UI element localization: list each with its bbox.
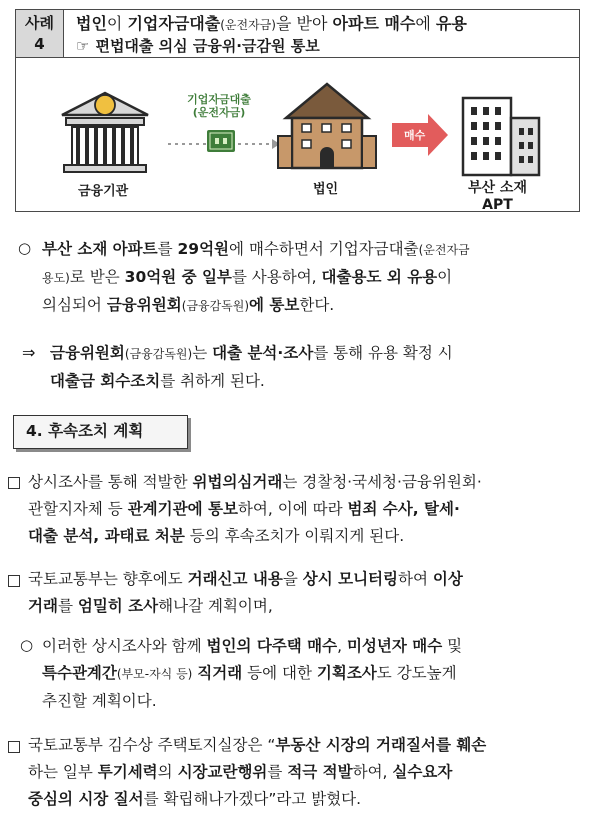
paragraph-loan-misuse: 부산 소재 아파트를 29억원에 매수하면서 기업자금대출(운전자금 용도)로 받은 30억원 중 일부를 사용하여, 대출용도 외 유용이 의심되어 금융위원회(금융감독원)에 통보한다. [42, 240, 470, 314]
apartment-label: 부산 소재 APT [468, 180, 527, 213]
apartment-building-icon [463, 98, 539, 175]
square-bullet-icon [8, 575, 20, 587]
paragraph-official-quote: 국토교통부 김수상 주택토지실장은 “부동산 시장의 거래질서를 훼손 하는 일부 투기세력의 시장교란행위를 적극 적발하여, 실수요자 중심의 시장 질서를 확립해나가겠다”라고 밝혔다. [28, 736, 487, 808]
case-title: 법인이 기업자금대출(운전자금)을 받아 아파트 매수에 유용 [76, 14, 467, 33]
case-label-number: 4 [34, 35, 45, 53]
section-header-followup: 4. 후속조치 계획 [13, 415, 188, 449]
title-divider [64, 57, 579, 58]
paragraph-fsc-action: 금융위원회(금융감독원)는 대출 분석·조사를 통해 유용 확정 시 대출금 회수조치를 취하게 된다. [50, 344, 453, 390]
case-label [16, 10, 64, 58]
paragraph-monitoring-plan: 국토교통부는 향후에도 거래신고 내용을 상시 모니터링하여 이상 거래를 엄밀히 조사해나갈 계획이며, [28, 570, 463, 615]
bank-label: 금융기관 [78, 184, 129, 199]
bank-icon [62, 93, 148, 172]
purchase-label: 매수 [404, 129, 426, 142]
corporation-building-icon [278, 84, 376, 168]
implies-arrow-icon: ⇒ [22, 343, 36, 362]
pointing-hand-icon: ☞ [76, 37, 90, 55]
case-label-word: 사례 [25, 14, 54, 32]
loan-label: 기업자금대출 (운전자금) [187, 93, 251, 119]
square-bullet-icon [8, 741, 20, 753]
circle-bullet-icon: ○ [20, 636, 34, 654]
case-box [15, 9, 580, 212]
flow-diagram [16, 60, 578, 213]
paragraph-planned-investigation: 이러한 상시조사와 함께 법인의 다주택 매수, 미성년자 매수 및 특수관계간(부모-자식 등) 직거래 등에 대한 기획조사도 강도높게 추진할 계획이다. [42, 637, 463, 710]
corporation-label: 법인 [313, 182, 339, 197]
paragraph-agency-referral: 상시조사를 통해 적발한 위법의심거래는 경찰청·국세청·금융위원회· 관할지자체 등 관계기관에 통보하여, 이에 따라 범죄 수사, 탈세· 대출 분석, 과태료 처분 등의 후속조치가 이뤄지게 된다. [28, 473, 482, 545]
square-bullet-icon [8, 477, 20, 489]
case-subtitle: ☞ 편법대출 의심 금융위·금감원 통보 [76, 37, 320, 55]
money-icon [207, 130, 235, 152]
circle-bullet-icon: ○ [18, 239, 32, 257]
